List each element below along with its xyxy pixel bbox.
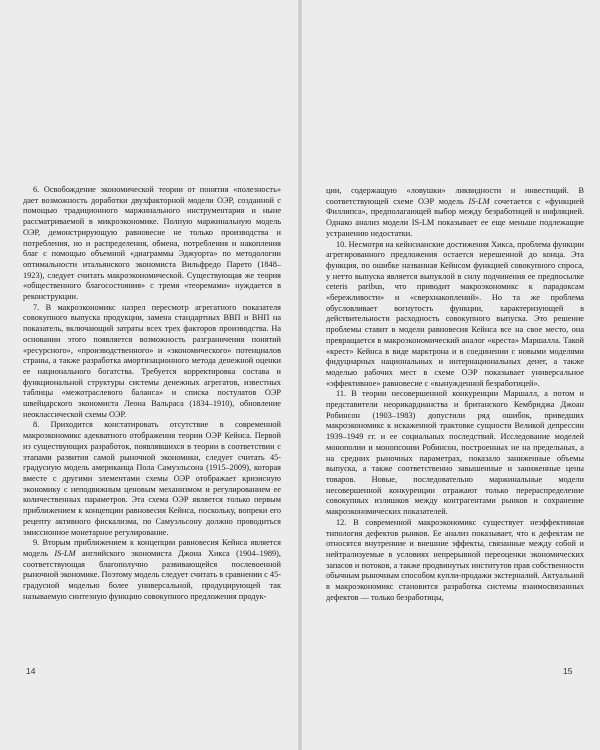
page-number-right: 15 [563, 666, 573, 676]
left-page-text [23, 185, 281, 602]
paragraph-9-continued [326, 186, 584, 240]
page-number-left: 14 [26, 666, 36, 676]
right-page-text [326, 186, 584, 603]
paragraph-10: 10. Несмотря на кейнсианские достижения Хикса, проблема функции агрегированного предложения остается нерешенной до конца. Эта функция, по ошибке названная Кейнсом функцией совокупного спроса, у нетто выпуска является выпуклой в силу подчинения ее предпосылке ceteris paribus, что приводит макроэкономикс к парадоксам «бережливости» и «сверхнакоплений». Но та же проблема обусловливает вогнутость функции, характеризующей в действительности расходность совокупного выпуска. Это решение проблемы ставит в модели равновесия Кейнса все на свое место, она превращается в макроэкономический аналог «креста» Маршалла. Такой «крест» Кейнса в виде марктрона и в соединении с новыми моделями фидуциарных национальных и интернациональных денег, а также моделью рабочих мест в схеме ОЭР показывает универсальное «эффективное» равновесие с «вынужденной безработицей». [326, 239, 584, 388]
paragraph-6: 6. Освобождение экономической теории от понятия «полезность» дает возможность доработки двухфакторной модели ОЭР, созданной с помощью традиционного маржинального инструментария и ныне рассматриваемой в микроэкономике. Полную маржинальную модель ОЭР, демонстрирующую равновесие не только производства и потребления, но и распределения, обмена, потребления и накопления благ с помощью объемной «диаграммы Эджуорта» по методологии оптимальности итальянского экономиста Вильфредо Парето (1848–1923), следует считать макроэкономической. Существующая же теория «общественного благосостояния» с тремя «теоремами» нуждается в реконструкции. [23, 185, 281, 302]
paragraph-9-cont-end: сочетается с «функцией Филлипса», предполагающей выбор между безработицей и инфляцией. Однако анализ модели IS-LM показывает ее еще меньше подлежащие устранению недостатки. [326, 196, 584, 238]
paragraph-9 [23, 538, 281, 602]
paragraph-9-cont-start: ции, содержащую «ловушки» ликвидности и инвестиций. В соответствующей схеме ОЭР модель [326, 186, 584, 206]
paragraph-8: 8. Приходится констатировать отсутствие в современной макроэкономикс адекватного отображения теории ОЭР Кейнса. Первой из существующих разработок, появлявшихся в теории в соответствии с этапами развития самой рыночной экономики, следует считать 45-градусную модель американца Пола Самуэльсона (1915–2009), которая вместе с другими элементами схемы ОЭР отображает кризисную экономику с неподвижным ценовым механизмом и регулированием ее количественных параметров. Эта схема ОЭР является только первым приближением к концепции равновесия Кейнса, поскольку, вопреки его рецепту активного фискализма, по Самуэльсону должно проводиться эмиссионное монетарное регулирование. [23, 420, 281, 537]
paragraph-7: 7. В макроэкономикс назрел пересмотр агрегатного показателя совокупного выпуска продукции, замена стандартных ВВП и ВНП на показатель, включающий затраты всех трех факторов производства. На основании этого появляется возможность разграничения понятий «ресурсного», «производственного» и «экономического» потенциалов страны, а также разработка амортизационного метода денежной оценки ее национального богатства. Требуется корректировка состава и функциональной структуры системы денежных агрегатов, известных таблицы «межотраслевого баланса» и списка постулатов ОЭР швейцарского экономиста Леона Вальраса (1834–1910), обновление неоклассической схемы ОЭР. [23, 302, 281, 419]
model-name-italic: IS-LM [54, 548, 76, 558]
book-gutter [298, 0, 302, 750]
paragraph-9-end: английского экономиста Джона Хикса (1904–1989), соответствующая благополучно развивающейся послевоенной рыночной экономике. Поэтому модель следует считать в сравнении с 45-градусной моделью более универсальной, продуцирующей так называемую синтезную функцию совокупного предложения продук- [23, 548, 282, 601]
paragraph-11: 11. В теории несовершенной конкуренции Маршалл, а потом и представители неорикардианства и британского Кембриджа Джоан Робинсон (1903–1983) допустили ряд ошибок, приведших макроэкономикс к искаженной трактовке сущности Великой депрессии 1939–1949 гг. и ее социальных последствий. Исследование моделей монополии и монопсонии Робинсон, построенных не на предельных, а на средних рыночных параметрах, показало заниженные объемы выпуска, а также соответственно завышенные и заниженные цены товаров. Новые, последовательно маржинальные модели несовершенной конкуренции отражают только перераспределение совокупных излишков между контрагентами рынков и сохранение макроэкономических показателей. [326, 389, 584, 517]
paragraph-9-start: 9. Вторым приближением к концепции равновесия Кейнса является модель [23, 538, 281, 558]
paragraph-12: 12. В современной макроэкономикс существует неэффективная типология дефектов рынков. Ее анализ показывает, что к дефектам не относятся внутренние и внешние эффекты, связанные между собой и нейтрализуемые в условиях непрерывной переоценки экономических запасов и потоков, а также продвинутых институтов прав собственности обычным рыночным способом купли-продажи экстерналий. Актуальной в макроэкономикс становится разработка системы взаимосвязанных дефектов — только безработицы, [326, 517, 584, 602]
model-name-italic: IS-LM [468, 196, 490, 206]
